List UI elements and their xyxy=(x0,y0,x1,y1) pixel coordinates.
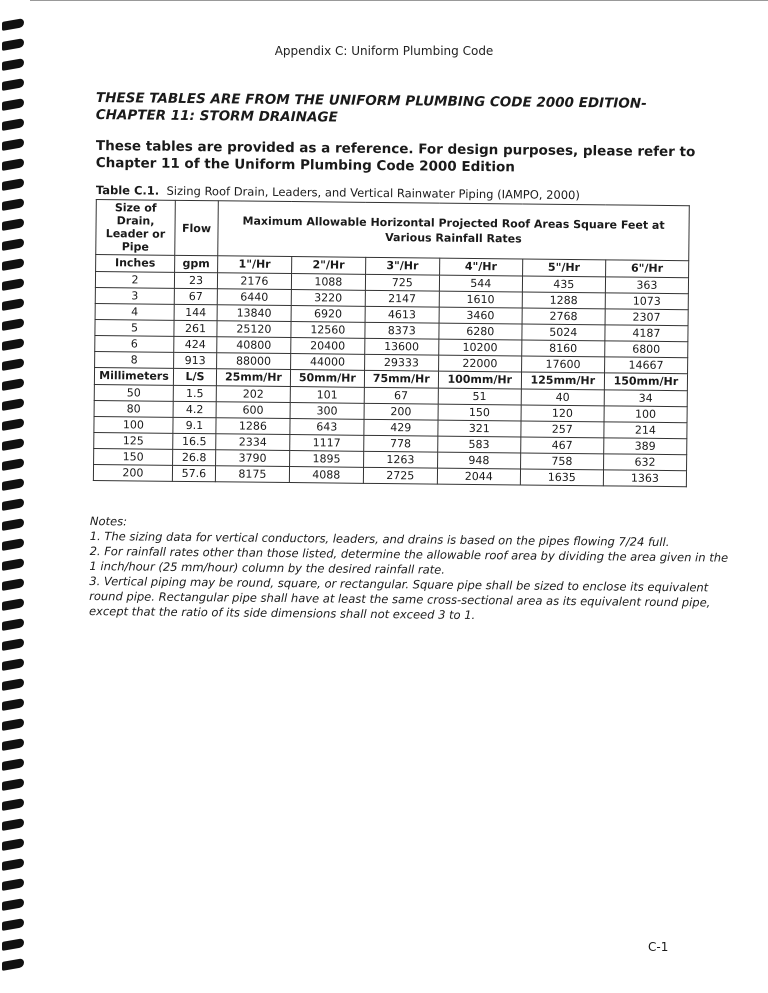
table-cell: 67 xyxy=(174,288,217,304)
table-cell: 600 xyxy=(216,402,290,419)
binding-ring xyxy=(2,618,24,631)
table-cell: 544 xyxy=(439,275,522,292)
table-cell: 725 xyxy=(365,274,439,291)
binding-ring xyxy=(2,718,24,731)
table-cell: 4187 xyxy=(605,325,688,342)
table-cell: 643 xyxy=(290,419,364,436)
binding-ring xyxy=(2,18,24,31)
table-cell: 1610 xyxy=(439,291,522,308)
table-cell: 144 xyxy=(174,304,217,320)
table-cell: 4088 xyxy=(289,467,363,484)
binding-ring xyxy=(2,698,24,711)
table-cell: 2176 xyxy=(217,273,291,290)
binding-ring xyxy=(2,818,24,831)
col-header-size: Size of Drain, Leader or Pipe xyxy=(96,200,176,256)
binding-ring xyxy=(2,338,24,351)
binding-ring xyxy=(2,58,24,71)
table-cell: 8175 xyxy=(215,466,289,483)
table-cell: 5"/Hr xyxy=(522,259,605,277)
document-title: THESE TABLES ARE FROM THE UNIFORM PLUMBING CODE 2000 EDITION- CHAPTER 11: STORM DRAINAGE xyxy=(95,90,647,126)
binding-ring xyxy=(2,758,24,771)
binding-ring xyxy=(2,658,24,671)
note-item: 3. Vertical piping may be round, square, or rectangular. Square pipe shall be sized to enclose its equivalent round pipe. Rectangular pipe shall have at least the same cross-sectional area as its equivalent round pipe, except that the ratio of its side dimensions shall not exceed 3 to 1. xyxy=(88,573,711,623)
table-cell: 75mm/Hr xyxy=(364,370,438,388)
table-cell: 88000 xyxy=(217,353,291,370)
binding-ring xyxy=(2,398,24,411)
binding-ring xyxy=(2,438,24,451)
table-cell: 389 xyxy=(604,438,687,455)
table-cell: 50mm/Hr xyxy=(290,370,364,388)
table-cell: 100 xyxy=(604,406,687,423)
table-cell: 80 xyxy=(94,400,173,417)
table-caption-text: Sizing Roof Drain, Leaders, and Vertical Rainwater Piping (IAMPO, 2000) xyxy=(166,183,580,203)
table-cell: 150 xyxy=(94,448,173,465)
table-cell: 200 xyxy=(364,403,438,420)
table-cell: 1635 xyxy=(520,469,603,486)
binding-ring xyxy=(2,378,24,391)
table-cell: 948 xyxy=(437,452,520,469)
table-cell: 3220 xyxy=(291,290,365,307)
table-cell: 50 xyxy=(94,384,173,401)
table-cell: 4 xyxy=(95,303,174,320)
binding-ring xyxy=(2,878,24,891)
table-cell: 1"/Hr xyxy=(218,256,292,274)
binding-ring xyxy=(2,578,24,591)
binding-ring xyxy=(2,418,24,431)
binding-ring xyxy=(2,318,24,331)
table-cell: 6800 xyxy=(605,341,688,358)
binding-ring xyxy=(2,218,24,231)
table-cell: 8 xyxy=(95,351,174,368)
table-cell: 8373 xyxy=(365,322,439,339)
table-cell: 632 xyxy=(603,454,686,471)
table-c1 xyxy=(93,183,696,487)
table-cell: 34 xyxy=(604,390,687,407)
binding-ring xyxy=(2,238,24,251)
table-body xyxy=(93,255,688,487)
binding-ring xyxy=(2,558,24,571)
table-cell: 6 xyxy=(95,335,174,352)
table-cell: 1263 xyxy=(363,451,437,468)
col-header-flow: Flow xyxy=(175,200,219,255)
table-cell: 13840 xyxy=(217,305,291,322)
table-cell: 214 xyxy=(604,422,687,439)
table-cell: 100mm/Hr xyxy=(438,371,521,389)
roof-drain-table xyxy=(93,199,690,487)
binding-ring xyxy=(2,158,24,171)
table-cell: 261 xyxy=(174,320,217,336)
binding-ring xyxy=(2,258,24,271)
binding-ring xyxy=(2,858,24,871)
table-cell: 2334 xyxy=(216,434,290,451)
table-cell: 125 xyxy=(94,432,173,449)
table-cell: Inches xyxy=(96,255,175,273)
table-cell: 424 xyxy=(174,336,217,352)
table-cell: 40 xyxy=(521,389,604,406)
page-number: C-1 xyxy=(648,940,669,954)
table-cell: 4613 xyxy=(365,306,439,323)
table-cell: 1117 xyxy=(290,435,364,452)
binding-ring xyxy=(2,938,24,951)
table-cell: 5024 xyxy=(522,324,605,341)
table-cell: 435 xyxy=(522,276,605,293)
binding-ring xyxy=(2,278,24,291)
table-cell: 1286 xyxy=(216,418,290,435)
table-cell: L/S xyxy=(173,368,216,385)
binding-ring xyxy=(2,118,24,131)
table-cell: 100 xyxy=(94,416,173,433)
table-cell: 4"/Hr xyxy=(439,258,522,276)
table-cell: 202 xyxy=(216,386,290,403)
table-cell: 14667 xyxy=(604,357,687,374)
table-cell: 26.8 xyxy=(173,449,216,465)
table-cell: 10200 xyxy=(438,339,521,356)
binding-ring xyxy=(2,918,24,931)
table-cell: 2147 xyxy=(365,290,439,307)
table-cell: Millimeters xyxy=(94,367,173,385)
binding-ring xyxy=(2,738,24,751)
table-cell: 9.1 xyxy=(173,417,216,433)
table-cell: 6920 xyxy=(291,306,365,323)
table-cell: 22000 xyxy=(438,355,521,372)
table-cell: 2768 xyxy=(522,308,605,325)
table-cell: 40800 xyxy=(217,337,291,354)
table-cell: 778 xyxy=(364,435,438,452)
binding-ring xyxy=(2,178,24,191)
table-cell: 1073 xyxy=(605,293,688,310)
binding-ring xyxy=(2,198,24,211)
binding-ring xyxy=(2,538,24,551)
binding-ring xyxy=(2,898,24,911)
table-cell: 467 xyxy=(521,437,604,454)
table-cell: 5 xyxy=(95,319,174,336)
table-cell: 20400 xyxy=(291,338,365,355)
note-item: 2. For rainfall rates other than those listed, determine the allowable roof area by dividing the area given in the 1 inch/hour (25 mm/hour) column by the desired rainfall rate. xyxy=(89,543,729,577)
binding-ring xyxy=(2,498,24,511)
table-cell: 8160 xyxy=(522,340,605,357)
binding-ring xyxy=(2,598,24,611)
table-cell: 913 xyxy=(174,352,217,368)
page-edge xyxy=(30,0,768,3)
table-cell: 3460 xyxy=(439,307,522,324)
intro-paragraph: These tables are provided as a reference. For design purposes, please refer to Chapter 11 of the Uniform Plumbing Code 2000 Edition xyxy=(95,138,696,176)
table-cell: 2307 xyxy=(605,309,688,326)
table-cell: 1.5 xyxy=(173,385,216,401)
binding-ring xyxy=(2,138,24,151)
table-cell: 29333 xyxy=(364,354,438,371)
spiral-binding xyxy=(0,0,32,993)
table-cell: 23 xyxy=(174,272,217,288)
table-cell: 321 xyxy=(438,420,521,437)
table-cell: 6"/Hr xyxy=(605,260,688,278)
table-header-row xyxy=(96,200,690,261)
table-cell: 2"/Hr xyxy=(291,257,365,275)
table-cell: 51 xyxy=(438,388,521,405)
binding-ring xyxy=(2,518,24,531)
table-cell: 25mm/Hr xyxy=(216,369,290,387)
notes-section xyxy=(89,514,730,626)
table-cell: 363 xyxy=(605,277,688,294)
table-cell: 1363 xyxy=(603,470,686,487)
table-cell: 12560 xyxy=(291,322,365,339)
binding-ring xyxy=(2,78,24,91)
binding-ring xyxy=(2,638,24,651)
table-cell: 150 xyxy=(438,404,521,421)
binding-ring xyxy=(2,778,24,791)
table-cell: 3 xyxy=(95,287,174,304)
binding-ring xyxy=(2,798,24,811)
table-cell: 2725 xyxy=(363,467,437,484)
table-cell: 1288 xyxy=(522,292,605,309)
col-header-max-area: Maximum Allowable Horizontal Projected Roof Areas Square Feet at Various Rainfall Rates xyxy=(218,201,690,261)
table-cell: 1088 xyxy=(291,274,365,291)
table-cell: gpm xyxy=(175,255,218,272)
table-cell: 1895 xyxy=(289,451,363,468)
table-cell: 429 xyxy=(364,419,438,436)
binding-ring xyxy=(2,458,24,471)
binding-ring xyxy=(2,678,24,691)
table-cell: 25120 xyxy=(217,321,291,338)
table-cell: 758 xyxy=(520,453,603,470)
table-cell: 2 xyxy=(95,272,174,289)
note-item: 1. The sizing data for vertical conductors, leaders, and drains is based on the pipes flowing 7/24 full. xyxy=(89,528,670,550)
table-cell: 150mm/Hr xyxy=(604,373,687,391)
table-cell: 67 xyxy=(364,387,438,404)
table-cell: 6440 xyxy=(217,289,291,306)
binding-ring xyxy=(2,98,24,111)
binding-ring xyxy=(2,838,24,851)
table-cell: 57.6 xyxy=(172,465,215,481)
table-cell: 300 xyxy=(290,403,364,420)
table-cell: 2044 xyxy=(437,468,520,485)
table-cell: 17600 xyxy=(521,356,604,373)
table-cell: 583 xyxy=(437,436,520,453)
binding-ring xyxy=(2,298,24,311)
table-cell: 3790 xyxy=(216,450,290,467)
table-cell: 44000 xyxy=(290,354,364,371)
notes-heading: Notes: xyxy=(89,514,128,529)
table-cell: 101 xyxy=(290,387,364,404)
table-cell: 4.2 xyxy=(173,401,216,417)
table-cell: 257 xyxy=(521,421,604,438)
binding-ring xyxy=(2,958,24,971)
binding-ring xyxy=(2,478,24,491)
table-cell: 200 xyxy=(93,464,172,481)
table-cell: 16.5 xyxy=(173,433,216,449)
table-cell: 6280 xyxy=(439,323,522,340)
table-caption-label: Table C.1. xyxy=(95,183,160,198)
page-header: Appendix C: Uniform Plumbing Code xyxy=(274,44,494,58)
table-cell: 125mm/Hr xyxy=(521,372,604,390)
table-cell: 13600 xyxy=(365,338,439,355)
binding-ring xyxy=(2,358,24,371)
table-cell: 3"/Hr xyxy=(365,257,439,275)
table-cell: 120 xyxy=(521,405,604,422)
